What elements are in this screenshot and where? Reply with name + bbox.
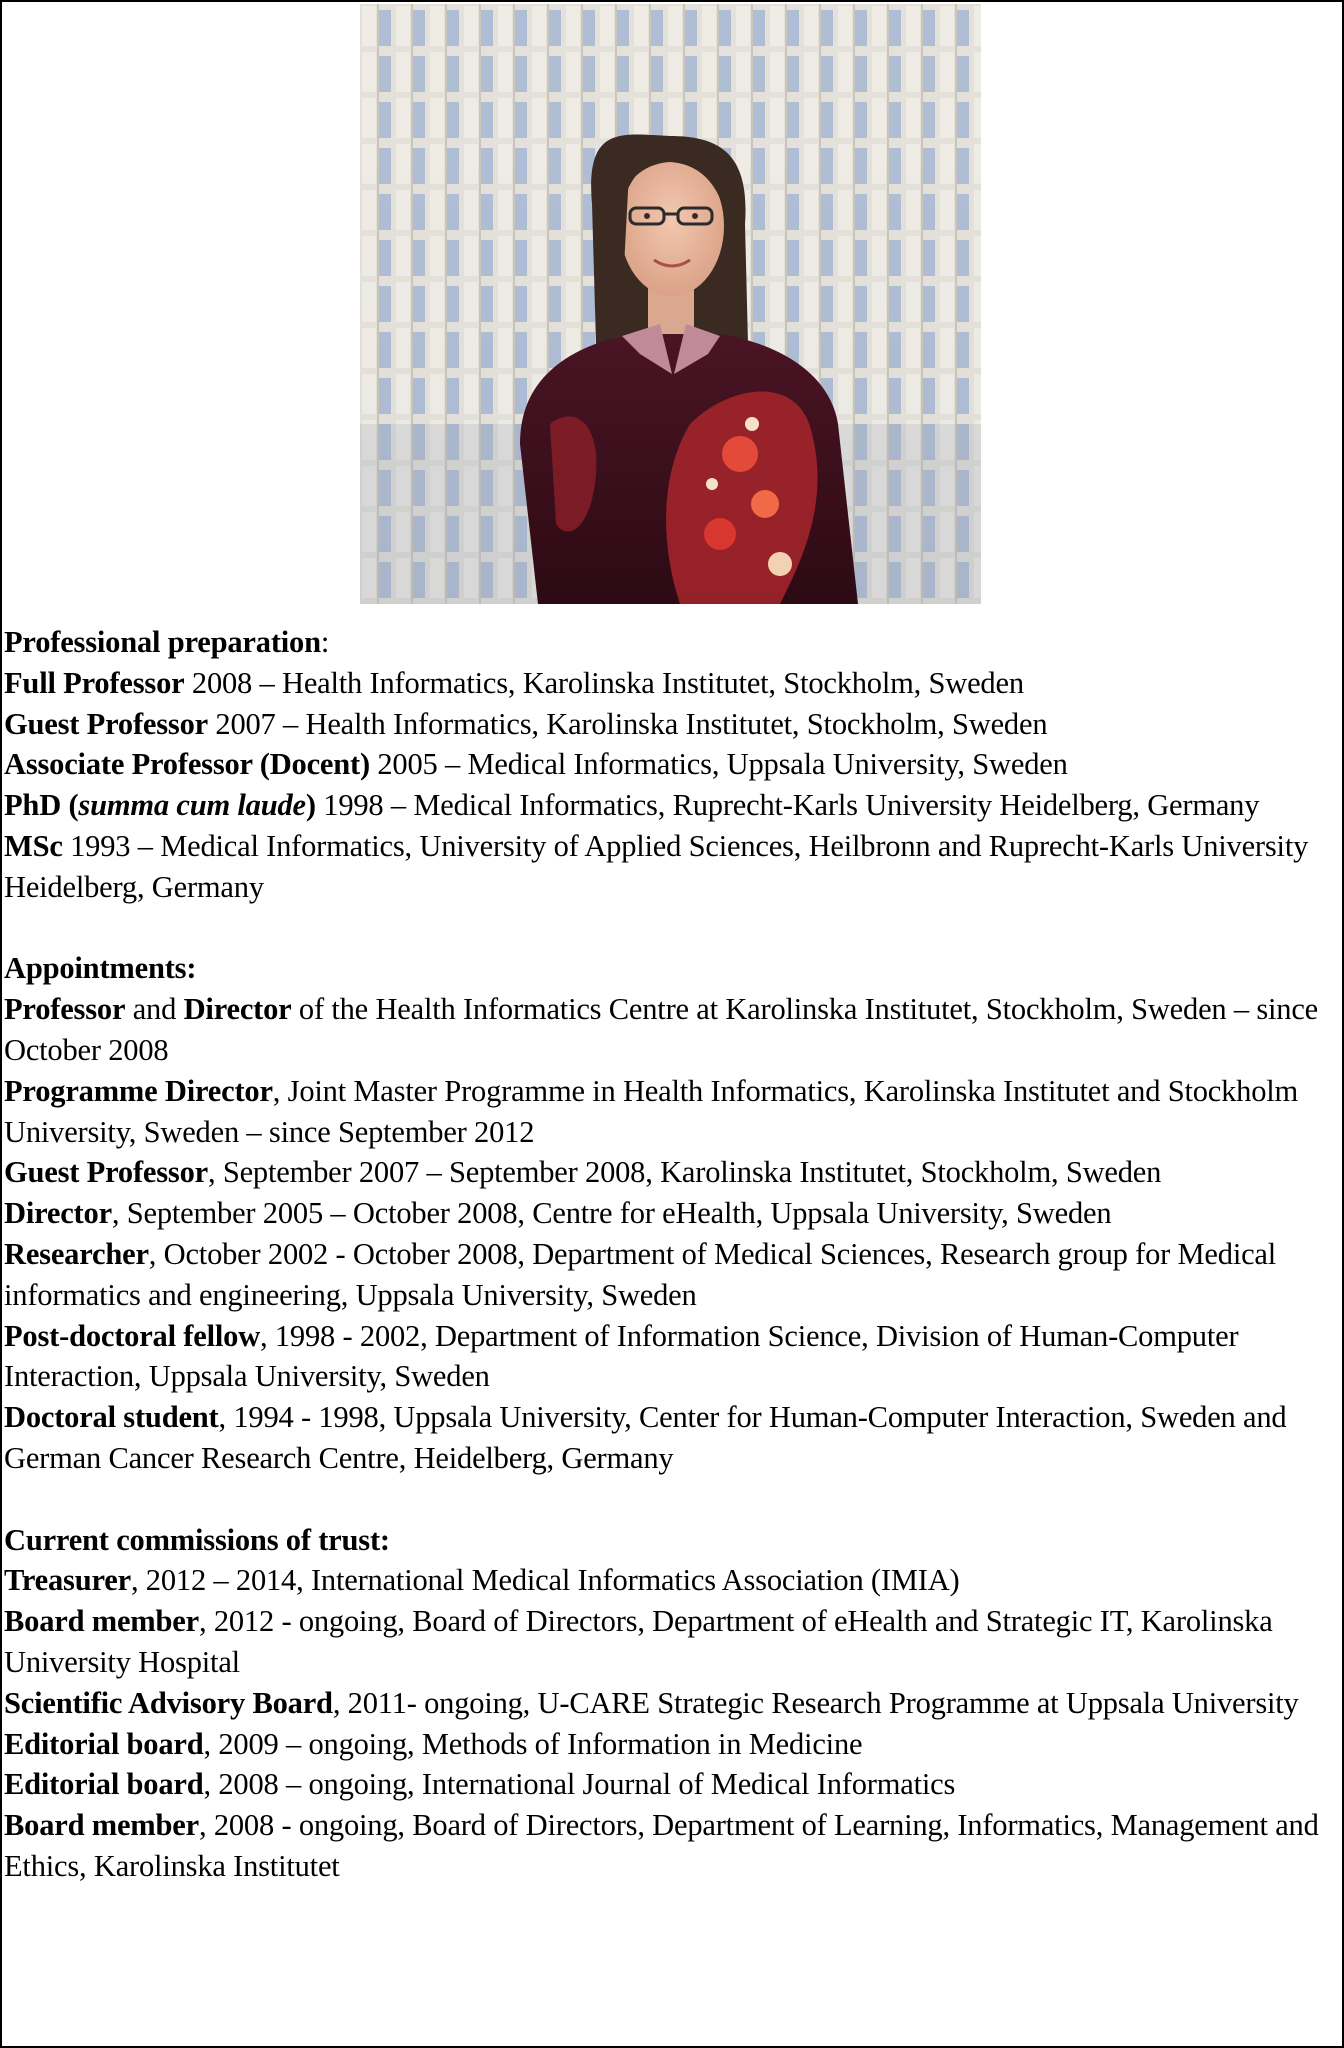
- cv-entry: Guest Professor, September 2007 – September 2008, Karolinska Institutet, Stockholm, Sweden: [4, 1155, 1162, 1190]
- cv-entry: Board member, 2012 - ongoing, Board of Directors, Department of eHealth and Strategic IT, Karolinska University Hospital: [4, 1604, 1273, 1679]
- cv-entry: Editorial board, 2009 – ongoing, Methods of Information in Medicine: [4, 1726, 863, 1761]
- cv-entry: Treasurer, 2012 – 2014, International Medical Informatics Association (IMIA): [4, 1563, 960, 1598]
- section-heading: Current commissions of trust:: [4, 1522, 390, 1557]
- cv-entry: Scientific Advisory Board, 2011- ongoing, U-CARE Strategic Research Programme at Uppsala University: [4, 1685, 1299, 1720]
- cv-entry: Full Professor 2008 – Health Informatics, Karolinska Institutet, Stockholm, Sweden: [4, 665, 1024, 700]
- section-professional-preparation: [4, 622, 1342, 908]
- cv-entry: Editorial board, 2008 – ongoing, International Journal of Medical Informatics: [4, 1767, 956, 1802]
- cv-entry: Researcher, October 2002 - October 2008, Department of Medical Sciences, Research group for Medical informatics and engineering, Uppsala University, Sweden: [4, 1236, 1277, 1312]
- cv-entry: Guest Professor 2007 – Health Informatics, Karolinska Institutet, Stockholm, Sweden: [4, 706, 1048, 741]
- portrait-photo: [360, 4, 981, 604]
- cv-entry: Director, September 2005 – October 2008, Centre for eHealth, Uppsala University, Sweden: [4, 1196, 1112, 1231]
- cv-entry: Post-doctoral fellow, 1998 - 2002, Department of Information Science, Division of Human-Computer Interaction, Uppsala University, Sweden: [4, 1318, 1239, 1394]
- cv-entry: PhD (summa cum laude) 1998 – Medical Informatics, Ruprecht-Karls University Heidelberg, Germany: [4, 788, 1260, 823]
- cv-entry: Programme Director, Joint Master Programme in Health Informatics, Karolinska Institutet and Stockholm University, Sweden – since September 2012: [4, 1073, 1299, 1149]
- section-heading: Professional preparation:: [4, 625, 330, 659]
- section-commissions-of-trust: [4, 1520, 1342, 1887]
- cv-entry: Doctoral student, 1994 - 1998, Uppsala University, Center for Human-Computer Interaction, Sweden and German Cancer Research Centre, Heidelberg, Germany: [4, 1400, 1287, 1475]
- cv-content: [4, 622, 1342, 1887]
- cv-entry: Professor and Director of the Health Informatics Centre at Karolinska Institutet, Stockholm, Sweden – since October 2008: [4, 992, 1319, 1067]
- cv-entry: Associate Professor (Docent) 2005 – Medical Informatics, Uppsala University, Sweden: [4, 747, 1068, 782]
- cv-entry: Board member, 2008 - ongoing, Board of Directors, Department of Learning, Informatics, Management and Ethics, Karolinska Institutet: [4, 1808, 1319, 1883]
- section-appointments: [4, 948, 1342, 1478]
- section-heading: Appointments:: [4, 951, 197, 986]
- cv-entry: MSc 1993 – Medical Informatics, University of Applied Sciences, Heilbronn and Ruprecht-Karls University Heidelberg, Germany: [4, 828, 1309, 904]
